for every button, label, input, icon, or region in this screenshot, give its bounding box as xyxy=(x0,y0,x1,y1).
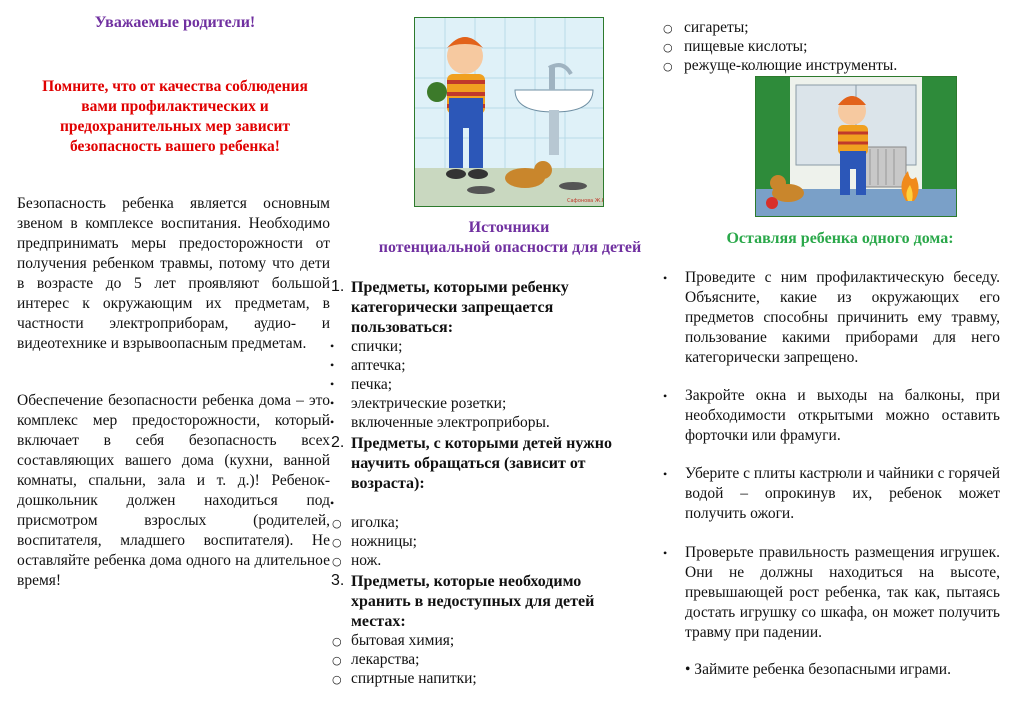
last-tip: • Займите ребенка безопасными играми. xyxy=(685,661,951,678)
circle-bullet: ○ xyxy=(663,41,673,54)
warning-heading: Помните, что от качества соблюдения вами профилактических и предохранительных мер зависит безопасность вашего ребенка! xyxy=(42,78,308,155)
list-item: сигареты; xyxy=(684,19,749,36)
circle-bullet: ○ xyxy=(332,517,342,530)
group2-heading-line: возраста): xyxy=(351,475,425,492)
group2-heading xyxy=(351,434,651,494)
circle-bullet: ○ xyxy=(332,635,342,648)
intro-paragraph xyxy=(17,194,330,354)
sources-title-line2: потенциальной опасности для детей xyxy=(378,239,642,256)
safety-text: Обеспечение безопасности ребенка дома – это комплекс мер предосторожности, который включает в себя безопасность всех составляющих вашего дома (кухни, ванной комнаты, спальни, зала и т. д.)! Ребенок-дошкольник должен находиться под присмотром взрослых (родителей, воспитателя, младшего воспитателя). Не оставляйте ребенка дома одного на длительное время! xyxy=(17,392,330,589)
sources-title-line1: Источники xyxy=(468,219,550,236)
greeting-heading: Уважаемые родители! xyxy=(94,14,256,31)
group3-heading-line: хранить в недоступных для детей xyxy=(351,593,595,610)
group1-heading xyxy=(351,278,641,338)
group2-heading-line: научить обращаться (зависит от xyxy=(351,455,586,472)
group3-number: 3. xyxy=(331,572,345,589)
bullet-dot: • xyxy=(330,496,335,510)
bullet-dot: • xyxy=(330,339,335,353)
tip-item: Закройте окна и выходы на балконы, при необходимости открытыми можно оставить форточки или фрамуги. xyxy=(685,387,1000,444)
group1-heading-line: Предметы, которыми ребенку xyxy=(351,279,569,296)
intro-text: Безопасность ребенка является основным звеном в комплексе воспитания. Необходимо предпринимать меры предосторожности от получения ребенком травмы, потому что дети в возрасте до 5 лет проявляют большой интерес к окружающим их предметам, в частности электроприборам, аудио- и видеотехнике и взрывоопасным предметам. xyxy=(17,195,330,352)
tip-item: Уберите с плиты кастрюли и чайники с горячей водой – опрокинув их, ребенок может получить ожоги. xyxy=(685,465,1000,522)
left-column xyxy=(15,0,335,724)
bullet-dot: • xyxy=(663,467,668,481)
circle-bullet: ○ xyxy=(332,536,342,549)
tip-item: Проведите с ним профилактическую беседу. Объясните, какие из окружающих его предметов способны причинить ему травму, пользование какими приборами для него категорически запрещено. xyxy=(685,269,1000,366)
circle-bullet: ○ xyxy=(663,22,673,35)
list-item: спиртные напитки; xyxy=(351,670,477,687)
group2-heading-line: Предметы, с которыми детей нужно xyxy=(351,435,612,452)
bullet-dot: • xyxy=(663,271,668,285)
list-item: лекарства; xyxy=(351,651,420,668)
boy-alone-illustration xyxy=(755,76,957,217)
list-item: пищевые кислоты; xyxy=(684,38,808,55)
list-item: нож. xyxy=(351,552,382,569)
circle-bullet: ○ xyxy=(332,654,342,667)
boy-matches-picture xyxy=(756,77,956,216)
group3-heading-line: местах: xyxy=(351,613,406,630)
circle-bullet: ○ xyxy=(332,673,342,686)
illustration-caption: Сафонова Ж.К. xyxy=(567,198,603,204)
bullet-dot: • xyxy=(663,546,668,560)
group1-number: 1. xyxy=(331,278,345,295)
list-item: включенные электроприборы. xyxy=(351,414,550,431)
list-item: спички; xyxy=(351,338,403,355)
list-item: бытовая химия; xyxy=(351,632,455,649)
list-item: иголка; xyxy=(351,514,400,531)
list-item: аптечка; xyxy=(351,357,406,374)
home-alone-heading: Оставляя ребенка одного дома: xyxy=(726,230,954,247)
safety-paragraph xyxy=(17,391,330,591)
tip-item: Проверьте правильность размещения игрушек. Они не должны находиться на высоте, превышающей рост ребенка, так как, пытаясь достать игрушку со шкафа, он может получить травму при падении. xyxy=(685,544,1000,641)
group1-heading-line: пользоваться: xyxy=(351,319,454,336)
bullet-dot: • xyxy=(330,358,335,372)
group2-number: 2. xyxy=(331,434,345,451)
list-item: режуще-колющие инструменты. xyxy=(684,57,898,74)
circle-bullet: ○ xyxy=(332,555,342,568)
bullet-dot: • xyxy=(330,415,335,429)
boy-sink-picture xyxy=(415,18,603,206)
list-item: электрические розетки; xyxy=(351,395,507,412)
group3-heading xyxy=(351,572,651,632)
bullet-dot: • xyxy=(330,377,335,391)
bullet-dot: • xyxy=(330,396,335,410)
list-item: ножницы; xyxy=(351,533,417,550)
group1-heading-line: категорически запрещается xyxy=(351,299,554,316)
group3-heading-line: Предметы, которые необходимо xyxy=(351,573,582,590)
boy-sink-illustration xyxy=(414,17,604,207)
circle-bullet: ○ xyxy=(663,60,673,73)
list-item: печка; xyxy=(351,376,393,393)
bullet-dot: • xyxy=(663,389,668,403)
